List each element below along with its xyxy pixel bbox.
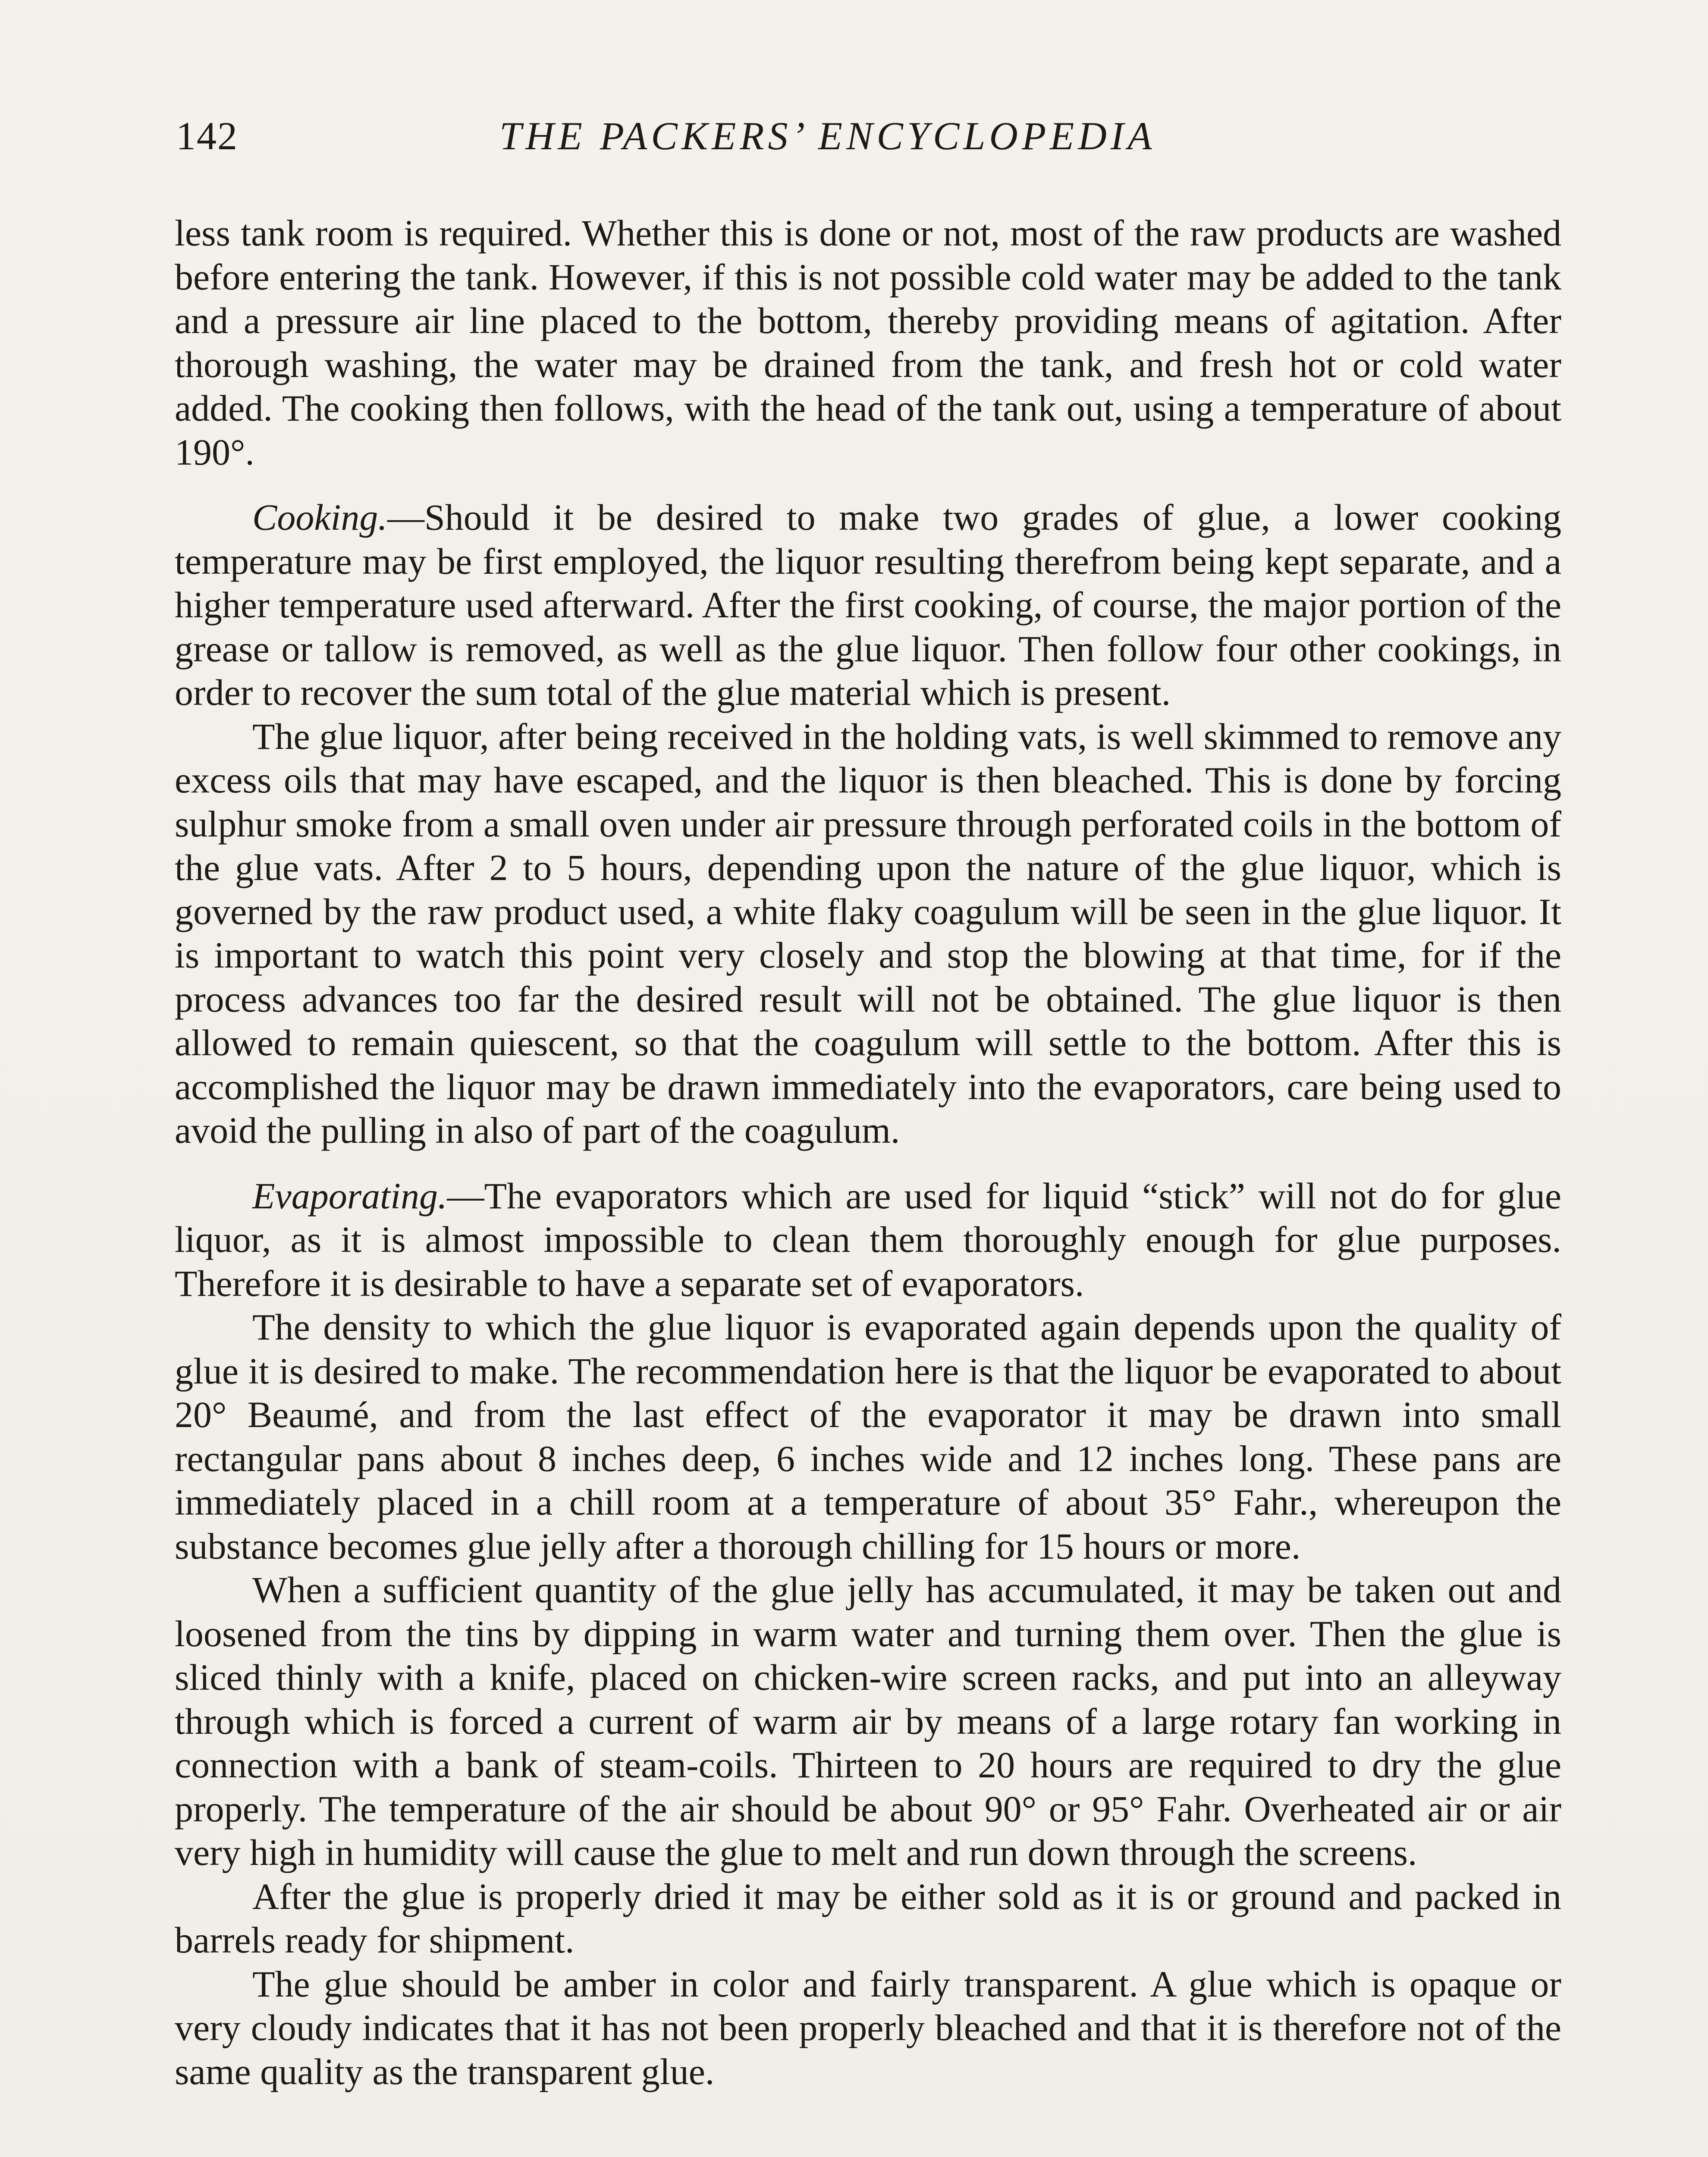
- running-title: THE PACKERS’ ENCYCLOPEDIA: [499, 114, 1156, 158]
- paragraph-text: The glue liquor, after being received in the holding vats, is well skimmed to remove any excess oils that may have escaped, and the liquor is then bleached. This is done by forcing sulphur smoke from a small oven under air pressure through perforated coils in the bottom of the glue vats. After 2 to 5 hours, depending upon the nature of the glue liquor, which is governed by the raw product used, a white flaky coagulum will be seen in the glue liquor. It is important to watch this point very closely and stop the blowing at that time, for if the process advances too far the desired result will not be obtained. The glue liquor is then allowed to remain quiescent, so that the coagulum will settle to the bottom. After this is accomplished the liquor may be drawn immediately into the evaporators, care being used to avoid the pulling in also of part of the coagulum.: [175, 715, 1561, 1151]
- paragraph-text: The density to which the glue liquor is evaporated again depends upon the quality of glue it is desired to make. The recommendation here is that the liquor be evaporated to about 20° Beaumé, and from the last effect of the evaporator it may be drawn into small rectangular pans about 8 inches deep, 6 inches wide and 12 inches long. These pans are immediately placed in a chill room at a temperature of about 35° Fahr., whereupon the substance becomes glue jelly after a thorough chilling for 15 hours or more.: [175, 1306, 1561, 1567]
- paragraph-shipment: [175, 1875, 1561, 1962]
- paragraph-drying: [175, 1568, 1561, 1875]
- paragraph-evaporating: [175, 1174, 1561, 1306]
- paragraph-quality: [175, 1962, 1561, 2094]
- running-head: [176, 106, 1573, 166]
- section-heading-cooking: Cooking.: [252, 497, 387, 538]
- paragraph-text: less tank room is required. Whether this is done or not, most of the raw products are washed before entering the tank. However, if this is not possible cold water may be added to the tank and a pressure air line placed to the bottom, thereby providing means of agitation. After thorough washing, the water may be drained from the tank, and fresh hot or cold water added. The cooking then follows, with the head of the tank out, using a temperature of about 190°.: [175, 212, 1561, 473]
- paragraph-bleaching: [175, 715, 1561, 1153]
- paragraph-text: —Should it be desired to make two grades of glue, a lower cooking temperature may be first employed, the liquor resulting therefrom being kept separate, and a higher temperature used afterward. After the first cooking, of course, the major portion of the grease or tallow is removed, as well as the glue liquor. Then follow four other cookings, in order to recover the sum total of the glue material which is present.: [175, 497, 1561, 713]
- paragraph-cooking: [175, 496, 1561, 715]
- paragraph-continuation: [175, 211, 1561, 474]
- paragraph-text: After the glue is properly dried it may be either sold as it is or ground and packed in barrels ready for shipment.: [175, 1875, 1561, 1961]
- paragraph-text: The glue should be amber in color and fairly transparent. A glue which is opaque or very cloudy indicates that it has not been properly bleached and that it is therefore not of the same quality as the transparent glue.: [175, 1963, 1561, 2092]
- section-heading-evaporating: Evaporating.: [252, 1175, 447, 1217]
- paragraph-text: —The evaporators which are used for liquid “stick” will not do for glue liquor, as it is almost impossible to clean them thoroughly enough for glue purposes. Therefore it is desirable to have a separate set of evaporators.: [175, 1175, 1561, 1304]
- paragraph-density: [175, 1305, 1561, 1568]
- page-number: 142: [176, 114, 238, 158]
- body-text: [175, 211, 1561, 2094]
- paragraph-text: When a sufficient quantity of the glue jelly has accumulated, it may be taken out and loosened from the tins by dipping in warm water and turning them over. Then the glue is sliced thinly with a knife, placed on chicken-wire screen racks, and put into an alleyway through which is forced a current of warm air by means of a large rotary fan working in connection with a bank of steam-coils. Thirteen to 20 hours are required to dry the glue properly. The temperature of the air should be about 90° or 95° Fahr. Overheated air or air very high in humidity will cause the glue to melt and run down through the screens.: [175, 1569, 1561, 1873]
